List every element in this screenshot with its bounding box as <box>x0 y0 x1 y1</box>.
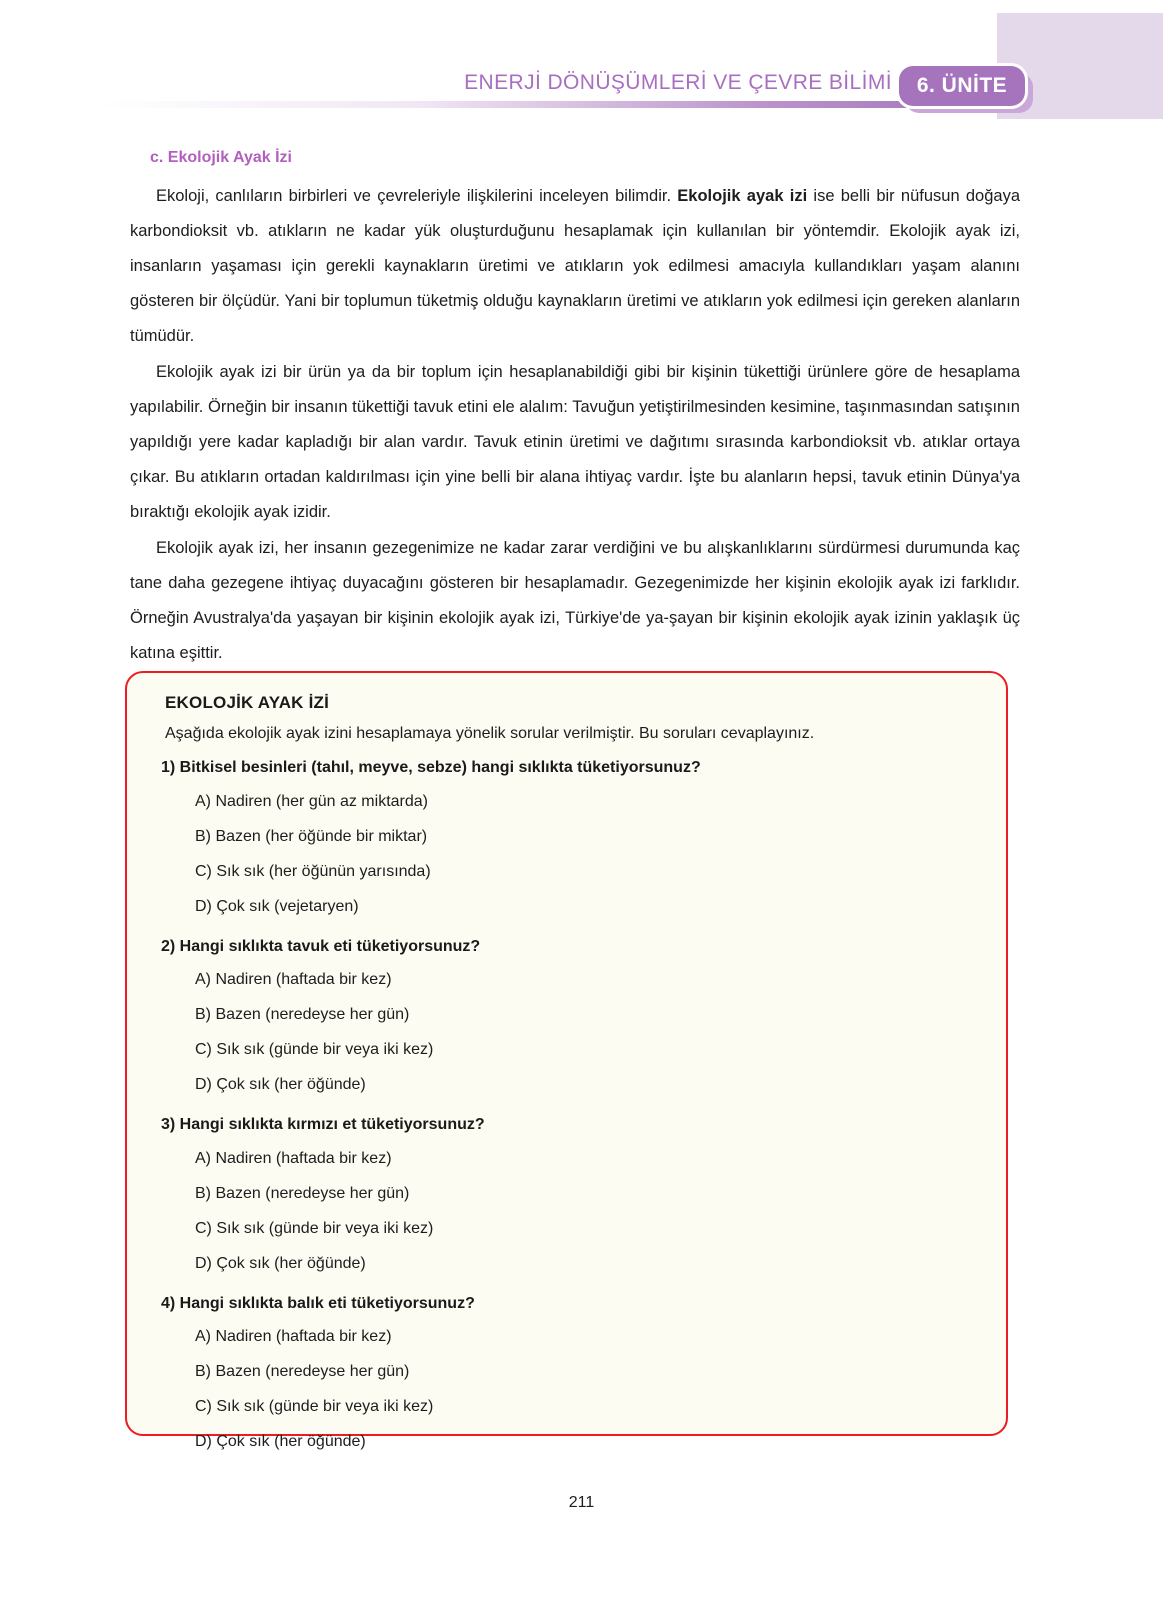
question-4: 4) Hangi sıklıkta balık eti tüketiyorsunuz? <box>161 1294 475 1312</box>
question-3: 3) Hangi sıklıkta kırmızı et tüketiyorsunuz? <box>161 1116 485 1134</box>
question-1: 1) Bitkisel besinleri (tahıl, meyve, sebze) hangi sıklıkta tüketiyorsunuz? <box>161 759 701 777</box>
paragraph-1-text-b: ise belli bir nüfusun doğaya karbondioksit vb. atıkların ne kadar yük oluşturduğunu hesaplamak için kullanılan bir yöntemdir. Ekolojik ayak izi, insanların yaşaması için gerekli kaynakların üretimi ve atıkların yok edilmesi amacıyla kullandıkları yaşam alanını gösteren bir ölçüdür. Yani bir toplumun tüketmiş olduğu kaynakların üretimi ve atıkların yok edilmesi için gereken alanların tümüdür. <box>130 187 1021 346</box>
paragraph-1-text-a: Ekoloji, canlıların birbirleri ve çevreleriyle ilişkilerini inceleyen bilimdir. <box>156 187 678 206</box>
question-1-option-c[interactable]: C) Sık sık (her öğünün yarısında) <box>195 862 431 880</box>
header-title: ENERJİ DÖNÜŞÜMLERİ VE ÇEVRE BİLİMİ <box>464 71 892 94</box>
question-2: 2) Hangi sıklıkta tavuk eti tüketiyorsunuz? <box>161 937 481 955</box>
question-4-option-d[interactable]: D) Çok sık (her öğünde) <box>195 1432 366 1450</box>
test-box-intro: Aşağıda ekolojik ayak izini hesaplamaya yönelik sorular verilmiştir. Bu soruları cevaplayınız. <box>165 725 815 742</box>
question-3-option-c[interactable]: C) Sık sık (günde bir veya iki kez) <box>195 1219 434 1237</box>
question-1-option-a[interactable]: A) Nadiren (her gün az miktarda) <box>195 792 428 810</box>
paragraph-3: Ekolojik ayak izi, her insanın gezegenimize ne kadar zarar verdiğini ve bu alışkanlıklarını sürdürmesi durumunda kaç tane daha gezegene ihtiyaç duyacağını gösteren bir hesaplamadır. Gezegenimizde her kişinin ekolojik ayak izi farklıdır. Örneğin Avustralya'da yaşayan bir kişinin ekolojik ayak izi, Türkiye'de ya-şayan bir kişinin ekolojik ayak izinin yaklaşık üç katına eşittir. <box>130 539 1020 663</box>
question-2-option-c[interactable]: C) Sık sık (günde bir veya iki kez) <box>195 1041 434 1059</box>
question-4-option-c[interactable]: C) Sık sık (günde bir veya iki kez) <box>195 1397 434 1415</box>
page-number: 211 <box>568 1494 595 1511</box>
test-box-title: EKOLOJİK AYAK İZİ <box>165 693 329 712</box>
question-1-option-d[interactable]: D) Çok sık (vejetaryen) <box>195 897 359 915</box>
question-2-option-b[interactable]: B) Bazen (neredeyse her gün) <box>195 1006 410 1024</box>
question-3-option-d[interactable]: D) Çok sık (her öğünde) <box>195 1254 366 1272</box>
header-gradient-rule <box>100 101 1012 108</box>
question-2-option-a[interactable]: A) Nadiren (haftada bir kez) <box>195 971 392 989</box>
section-heading: c. Ekolojik Ayak İzi <box>150 149 292 166</box>
question-1-option-b[interactable]: B) Bazen (her öğünde bir miktar) <box>195 827 428 845</box>
paragraph-2: Ekolojik ayak izi bir ürün ya da bir toplum için hesaplanabildiği gibi bir kişinin tükettiği ürünlere göre de hesaplama yapılabilir. Örneğin bir insanın tükettiği tavuk etini ele alalım: Tavuğun yetiştirilmesinden kesimine, taşınmasından satışının yapıldığı yere kadar kapladığı bir alan vardır. Tavuk etinin üretimi ve dağıtımı sırasında karbondioksit vb. atıklar ortaya çıkar. Bu atıkların ortadan kaldırılması için yine belli bir alana ihtiyaç vardır. İşte bu alanların hepsi, tavuk etinin Dünya'ya bıraktığı ekolojik ayak izidir. <box>130 363 1020 522</box>
main-content <box>130 148 1020 708</box>
unit-badge: 6. ÜNİTE <box>899 66 1025 106</box>
question-3-option-a[interactable]: A) Nadiren (haftada bir kez) <box>195 1149 392 1167</box>
ecological-footprint-test-box <box>125 671 1008 1450</box>
paragraph-1 <box>130 179 1020 354</box>
question-2-option-d[interactable]: D) Çok sık (her öğünde) <box>195 1076 366 1094</box>
question-3-option-b[interactable]: B) Bazen (neredeyse her gün) <box>195 1184 410 1202</box>
paragraph-1-bold-term: Ekolojik ayak izi <box>677 187 808 206</box>
question-4-option-b[interactable]: B) Bazen (neredeyse her gün) <box>195 1362 410 1380</box>
question-4-option-a[interactable]: A) Nadiren (haftada bir kez) <box>195 1327 392 1345</box>
page-header <box>0 0 1163 130</box>
